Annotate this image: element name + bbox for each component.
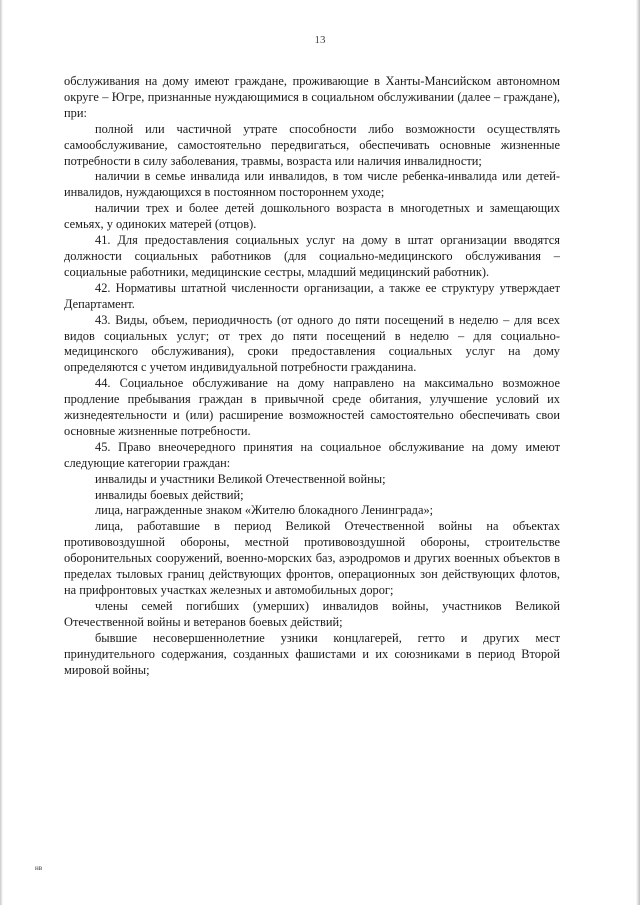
list-item-combat-disabled: инвалиды боевых действий;: [95, 487, 244, 502]
paragraph-condition-disabled-family: наличии в семье инвалида или инвалидов, в том числе ребенка-инвалида или детей-инвалидов, нуждающихся в постоянном постороннем уходе;: [64, 169, 560, 200]
paragraph-43: 43. Виды, объем, периодичность (от одного до пяти посещений в неделю – для всех видов социальных услуг; от трех до пяти посещений в неделю – для социально-медицинского обслуживания), сроки предоставления социальных услуг на дому определяются с учетом индивидуальной потребности гражданина.: [64, 312, 560, 375]
paragraph-condition-disability: полной или частичной утрате способности либо возможности осуществлять самообслуживание, самостоятельно передвигаться, обеспечивать основные жизненные потребности в силу заболевания, травмы, возраста или наличия инвалидности;: [64, 121, 560, 168]
paragraph-condition-children: наличии трех и более детей дошкольного возраста в многодетных и замещающих семьях, у одиноких матерей (отцов).: [64, 201, 560, 232]
list-item-leningrad-siege: лица, награжденные знаком «Жителю блокадного Ленинграда»;: [95, 503, 434, 518]
scan-edge-left: [0, 0, 3, 905]
paragraph-41: 41. Для предоставления социальных услуг на дому в штат организации вводятся должности социальных работников (для социально-медицинского обслуживания – социальные работники, медицинские сестры, младший медицинский работник).: [64, 233, 560, 279]
scan-edge-right: [636, 0, 640, 905]
paragraph-intro: обслуживания на дому имеют граждане, проживающие в Ханты-Мансийском автономном округе – Югре, признанные нуждающимися в социальном обслуживании (далее – граждане), при:: [64, 74, 560, 120]
document-body: [64, 74, 560, 678]
footer-mark: нв: [35, 864, 43, 872]
list-item-wwii-veterans: инвалиды и участники Великой Отечественной войны;: [95, 471, 386, 486]
paragraph-44: 44. Социальное обслуживание на дому направлено на максимально возможное продление пребывания граждан в привычной среде обитания, улучшение условий их жизнедеятельности и (или) расширение возможностей самостоятельно обеспечивать свои основные жизненные потребности.: [64, 376, 560, 438]
paragraph-45: 45. Право внеочередного принятия на социальное обслуживание на дому имеют следующие категории граждан:: [64, 439, 560, 470]
list-item-wartime-workers: лица, работавшие в период Великой Отечественной войны на объектах противовоздушной обороны, местной противовоздушной обороны, строительстве оборонительных сооружений, военно-морских баз, аэродромов и других военных объектов в пределах тыловых границ действующих фронтов, операционных зон действующих флотов, на прифронтовых участках железных и автомобильных дорог;: [64, 519, 560, 597]
list-item-families-of-deceased: члены семей погибших (умерших) инвалидов войны, участников Великой Отечественной войны и ветеранов боевых действий;: [64, 598, 560, 629]
page-number: 13: [314, 34, 326, 46]
paragraph-42: 42. Нормативы штатной численности организации, а также ее структуру утверждает Департамент.: [64, 280, 560, 311]
list-item-concentration-camp-prisoners: бывшие несовершеннолетние узники концлагерей, гетто и других мест принудительного содержания, созданных фашистами и их союзниками в период Второй мировой войны;: [64, 630, 560, 677]
